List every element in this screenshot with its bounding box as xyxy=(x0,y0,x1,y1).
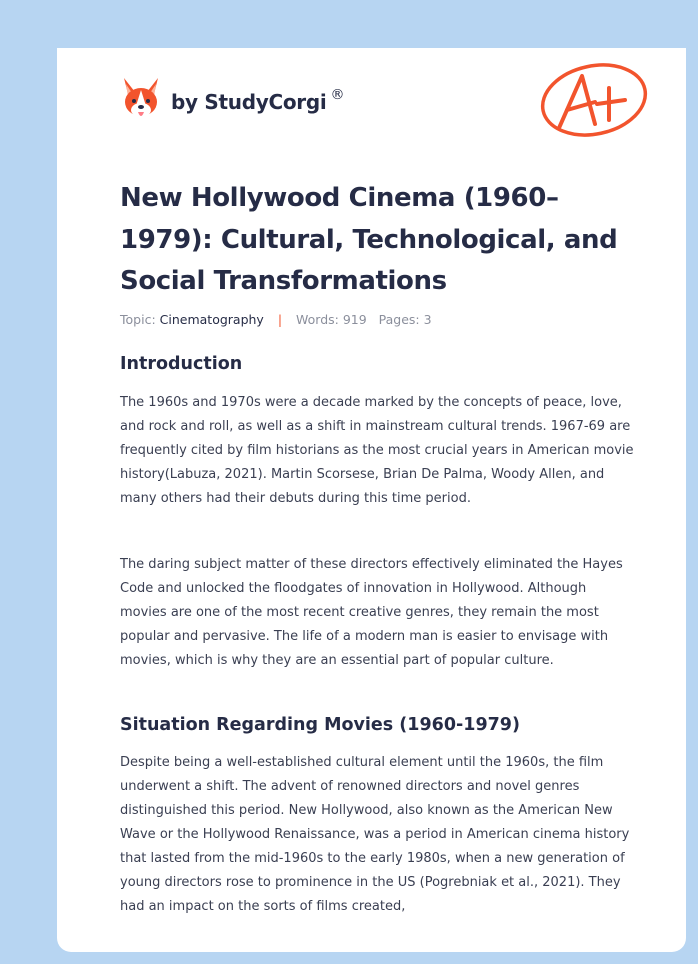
topic-label: Topic: xyxy=(120,312,156,327)
article-title: New Hollywood Cinema (1960–1979): Cultural, Technological, and Social Transformations xyxy=(120,183,618,296)
pages-label: Pages: xyxy=(378,312,420,327)
registered-mark: ® xyxy=(330,87,345,103)
corgi-logo-icon xyxy=(121,76,161,122)
studycorgi-logo[interactable] xyxy=(121,76,344,122)
document-page xyxy=(57,48,686,952)
words-count: 919 xyxy=(342,312,367,327)
words-label: Words: xyxy=(296,312,339,327)
meta-separator: | xyxy=(277,312,283,327)
brand-name: by StudyCorgi ® xyxy=(171,87,345,114)
article-meta xyxy=(120,312,432,327)
topic-link[interactable]: Cinematography xyxy=(159,312,264,327)
section-heading-situation: Situation Regarding Movies (1960-1979) xyxy=(120,715,520,735)
section-heading-introduction: Introduction xyxy=(120,354,243,374)
paragraph: The 1960s and 1970s were a decade marked by the concepts of peace, love, and rock and roll, as well as a shift in mainstream cultural trends. 1967-69 are frequently cited by film historians as the most crucial years in American movie history(Labuza, 2021). Martin Scorsese, Brian De Palma, Woody Allen, and many others had their debuts during this time period. xyxy=(120,395,634,506)
pages-count: 3 xyxy=(423,312,432,327)
paragraph: Despite being a well-established cultural element until the 1960s, the film underwent a shift. The advent of renowned directors and novel genres distinguished this period. New Hollywood, also known as the American New Wave or the Hollywood Renaissance, was a period in American cinema history that lasted from the mid-1960s to the early 1980s, when a new generation of young directors rose to prominence in the US (Pogrebniak et al., 2021). They had an impact on the sorts of films created, xyxy=(120,755,630,914)
a-plus-grade-icon xyxy=(537,58,652,143)
paragraph: The daring subject matter of these directors effectively eliminated the Hayes Code and unlocked the floodgates of innovation in Hollywood. Although movies are one of the most recent creative genres, they remain the most popular and pervasive. The life of a modern man is easier to envisage with movies, which is why they are an essential part of popular culture. xyxy=(120,557,623,668)
